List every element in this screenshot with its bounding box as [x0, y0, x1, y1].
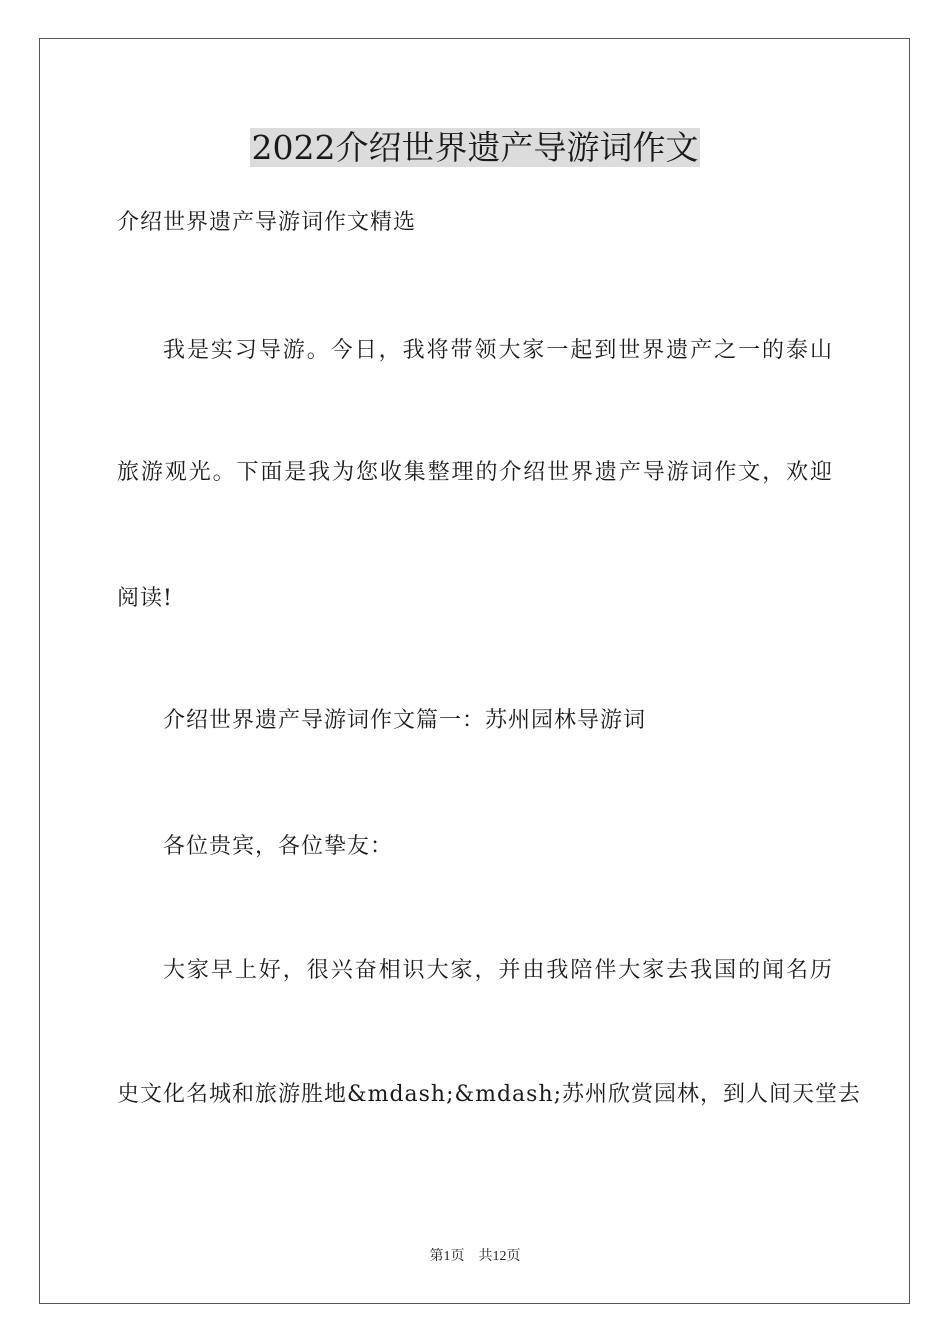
paragraph-line: 我是实习导游。今日，我将带领大家一起到世界遗产之一的泰山 — [163, 338, 833, 363]
paragraph-line: 旅游观光。下面是我为您收集整理的介绍世界遗产导游词作文，欢迎 — [117, 460, 833, 485]
paragraph-line: 史文化名城和旅游胜地&mdash;&mdash;苏州欣赏园林，到人间天堂去 — [117, 1082, 862, 1107]
paragraph-line: 大家早上好，很兴奋相识大家，并由我陪伴大家去我国的闻名历 — [163, 958, 833, 983]
document-title — [0, 126, 950, 170]
paragraph-subtitle: 介绍世界遗产导游词作文精选 — [117, 210, 417, 235]
page-number: 第1页 — [429, 1249, 465, 1264]
paragraph-line: 各位贵宾，各位挚友： — [163, 834, 394, 859]
page-total: 共12页 — [478, 1249, 521, 1264]
section-heading: 介绍世界遗产导游词作文篇一：苏州园林导游词 — [163, 708, 647, 733]
paragraph-line: 阅读! — [117, 586, 173, 611]
page-footer — [0, 1247, 950, 1267]
document-title-text: 2022介绍世界遗产导游词作文 — [251, 128, 699, 167]
